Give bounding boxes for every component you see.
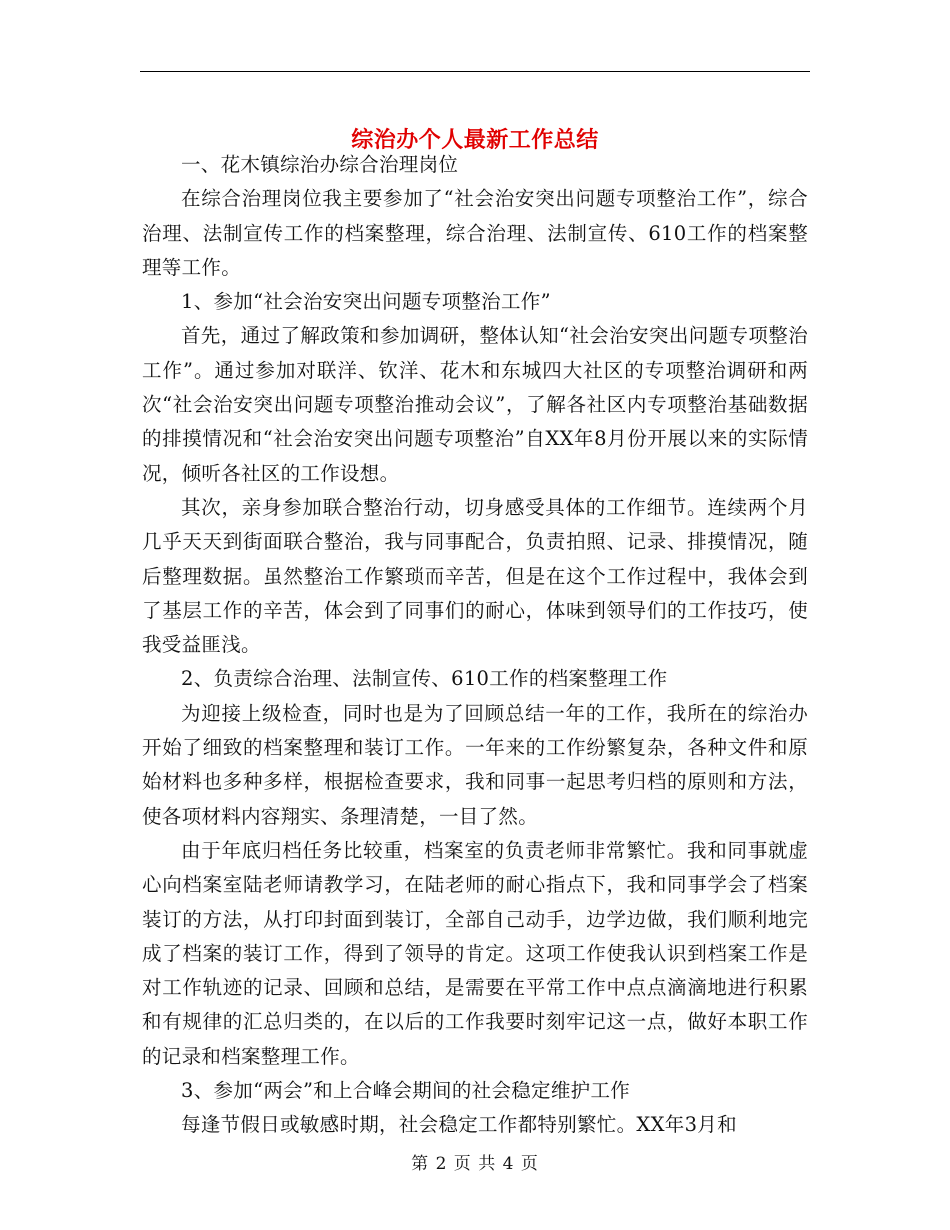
page-footer — [140, 1150, 810, 1178]
footer-suffix: 页 — [520, 1154, 539, 1174]
header-rule — [140, 71, 810, 72]
body-paragraph: 每逢节假日或敏感时期，社会稳定工作都特别繁忙。XX年3月和 — [181, 1113, 737, 1137]
section-heading: 一、花木镇综治办综合治理岗位 — [181, 153, 459, 176]
document-body — [142, 148, 808, 1143]
subsection-heading: 1、参加“社会治安突出问题专项整治工作” — [181, 290, 551, 314]
footer-prefix: 第 — [411, 1154, 430, 1174]
body-paragraph: 在综合治理岗位我主要参加了“社会治安突出问题专项整治工作”，综合治理、法制宣传工作的档案整理，综合治理、法制宣传、610工作的档案整理等工作。 — [142, 187, 808, 279]
footer-middle: 页 共 — [453, 1154, 497, 1174]
body-paragraph: 首先，通过了解政策和参加调研，整体认知“社会治安突出问题专项整治工作”。通过参加对联洋、钦洋、花木和东城四大社区的专项整治调研和两次“社会治安突出问题专项整治推动会议”，了解各社区内专项整治基础数据的排摸情况和“社会治安突出问题专项整治”自XX年8月份开展以来的实际情况，倾听各社区的工作设想。 — [142, 324, 808, 485]
current-page-number: 2 — [435, 1154, 448, 1174]
document-title: 综治办个人最新工作总结 — [351, 127, 599, 153]
subsection-heading: 2、负责综合治理、法制宣传、610工作的档案整理工作 — [181, 667, 668, 691]
body-paragraph: 其次，亲身参加联合整治行动，切身感受具体的工作细节。连续两个月几乎天天到街面联合整治，我与同事配合，负责拍照、记录、排摸情况，随后整理数据。虽然整治工作繁琐而辛苦，但是在这个工作过程中，我体会到了基层工作的辛苦，体会到了同事们的耐心，体味到领导们的工作技巧，使我受益匪浅。 — [142, 495, 808, 657]
body-paragraph: 为迎接上级检查，同时也是为了回顾总结一年的工作，我所在的综治办开始了细致的档案整理和装订工作。一年来的工作纷繁复杂，各种文件和原始材料也多种多样，根据检查要求，我和同事一起思考归档的原则和方法，使各项材料内容翔实、条理清楚，一目了然。 — [142, 701, 808, 828]
subsection-heading: 3、参加“两会”和上合峰会期间的社会稳定维护工作 — [181, 1079, 631, 1103]
total-page-count: 4 — [502, 1154, 515, 1174]
body-paragraph: 由于年底归档任务比较重，档案室的负责老师非常繁忙。我和同事就虚心向档案室陆老师请教学习，在陆老师的耐心指点下，我和同事学会了档案装订的方法，从打印封面到装订，全部自己动手，边学边做，我们顺利地完成了档案的装订工作，得到了领导的肯定。这项工作使我认识到档案工作是对工作轨迹的记录、回顾和总结，是需要在平常工作中点点滴滴地进行积累和有规律的汇总归类的，在以后的工作我要时刻牢记这一点，做好本职工作的记录和档案整理工作。 — [142, 838, 808, 1068]
